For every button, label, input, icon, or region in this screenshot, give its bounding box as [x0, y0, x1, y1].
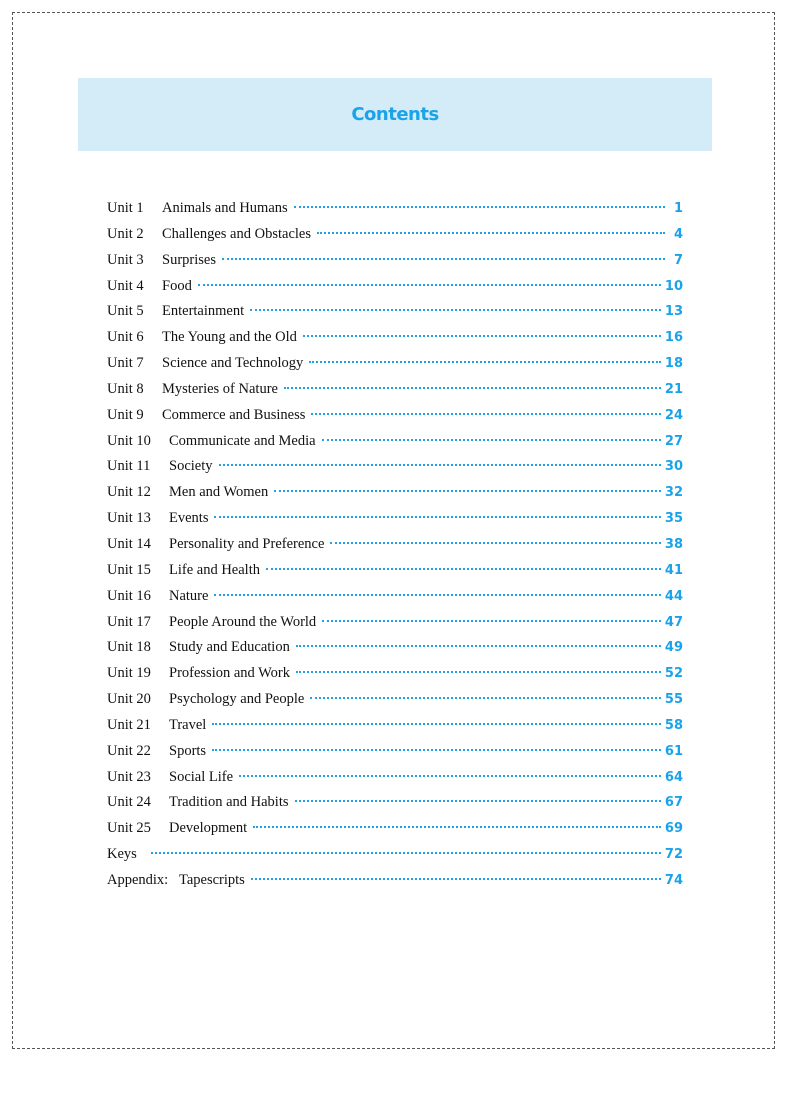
- toc-entry[interactable]: [107, 510, 683, 536]
- toc-entry-title: Psychology and People: [169, 691, 305, 708]
- toc-page-number: 30: [664, 459, 683, 475]
- toc-leader-dots: [303, 335, 661, 337]
- toc-page-number: 72: [664, 847, 683, 863]
- toc-entry[interactable]: [107, 614, 683, 640]
- toc-entry[interactable]: [107, 665, 683, 691]
- toc-leader-dots: [296, 671, 661, 673]
- toc-page-number: 32: [664, 485, 683, 501]
- toc-page-number: 69: [664, 821, 683, 837]
- toc-entry[interactable]: [107, 820, 683, 846]
- toc-leader-dots: [212, 723, 661, 725]
- toc-leader-dots: [214, 594, 660, 596]
- toc-entry[interactable]: [107, 484, 683, 510]
- toc-leader-dots: [151, 852, 661, 854]
- toc-unit-label: Unit 16: [107, 587, 151, 604]
- toc-unit-label: Unit 7: [107, 355, 144, 372]
- toc-page-number: 47: [664, 614, 683, 630]
- toc-unit-label: Unit 9: [107, 406, 144, 423]
- toc-unit-label: Unit 17: [107, 613, 151, 630]
- toc-page-number: 24: [664, 407, 683, 423]
- toc-entry[interactable]: [107, 407, 683, 433]
- toc-unit-label: Unit 12: [107, 484, 151, 501]
- toc-leader-dots: [274, 490, 661, 492]
- toc-entry[interactable]: [107, 226, 683, 252]
- toc-entry-title: Challenges and Obstacles: [162, 225, 311, 242]
- toc-page-number: 1: [673, 201, 683, 216]
- toc-entry[interactable]: [107, 769, 683, 795]
- toc-entry-title: Life and Health: [169, 561, 260, 578]
- toc-entry-title: Tradition and Habits: [169, 794, 289, 811]
- toc-entry[interactable]: [107, 846, 683, 872]
- toc-unit-label: Unit 20: [107, 691, 151, 708]
- toc-unit-label: Unit 15: [107, 561, 151, 578]
- toc-leader-dots: [317, 232, 665, 234]
- toc-entry[interactable]: [107, 536, 683, 562]
- toc-page-number: 13: [664, 304, 683, 320]
- toc-page-number: 67: [664, 795, 683, 811]
- toc-page-number: 74: [664, 872, 683, 888]
- toc-unit-label: Appendix:: [107, 871, 169, 888]
- toc-entry-title: Tapescripts: [179, 871, 245, 888]
- toc-entry-title: Entertainment: [162, 303, 245, 320]
- toc-entry-title: Animals and Humans: [162, 200, 288, 216]
- toc-entry[interactable]: [107, 252, 683, 278]
- toc-unit-label: Unit 23: [107, 768, 151, 785]
- toc-page-number: 21: [664, 381, 683, 397]
- toc-page-number: 61: [664, 743, 683, 759]
- toc-unit-label: Unit 18: [107, 639, 151, 656]
- toc-unit-label: Keys: [107, 846, 137, 863]
- toc-leader-dots: [239, 775, 661, 777]
- toc-page-number: 58: [664, 717, 683, 733]
- toc-unit-label: Unit 3: [107, 251, 144, 268]
- toc-unit-label: Unit 2: [107, 225, 144, 242]
- toc-unit-label: Unit 13: [107, 510, 151, 527]
- toc-entry-title: Society: [169, 458, 213, 475]
- toc-page-number: 10: [664, 278, 683, 294]
- toc-entry-title: Nature: [169, 587, 209, 604]
- toc-leader-dots: [294, 206, 665, 208]
- toc-entry-title: The Young and the Old: [162, 329, 297, 346]
- toc-unit-label: Unit 24: [107, 794, 151, 811]
- page-title: Contents: [351, 104, 439, 125]
- toc-entry-title: Food: [162, 277, 192, 294]
- toc-entry-title: Social Life: [169, 768, 234, 785]
- toc-page-number: 41: [664, 562, 683, 578]
- toc-entry-title: Development: [169, 820, 248, 837]
- toc-page-number: 18: [664, 356, 683, 372]
- table-of-contents: [107, 200, 683, 898]
- toc-entry[interactable]: [107, 329, 683, 355]
- toc-page-number: 44: [664, 588, 683, 604]
- toc-unit-label: Unit 11: [107, 458, 151, 475]
- toc-entry-title: Sports: [169, 742, 207, 759]
- toc-entry[interactable]: [107, 872, 683, 898]
- toc-entry[interactable]: [107, 303, 683, 329]
- contents-banner: [78, 78, 712, 151]
- toc-page-number: 38: [664, 536, 683, 552]
- toc-entry[interactable]: [107, 588, 683, 614]
- toc-leader-dots: [295, 800, 661, 802]
- toc-leader-dots: [253, 826, 661, 828]
- toc-entry-title: Commerce and Business: [162, 406, 306, 423]
- toc-page-number: 16: [664, 330, 683, 346]
- toc-leader-dots: [296, 645, 661, 647]
- toc-unit-label: Unit 4: [107, 277, 144, 294]
- toc-entry[interactable]: [107, 794, 683, 820]
- toc-entry[interactable]: [107, 717, 683, 743]
- toc-entry-title: Profession and Work: [169, 665, 290, 682]
- toc-entry[interactable]: [107, 562, 683, 588]
- toc-leader-dots: [219, 464, 661, 466]
- toc-leader-dots: [212, 749, 661, 751]
- toc-leader-dots: [322, 439, 661, 441]
- toc-page-number: 4: [673, 226, 683, 242]
- toc-unit-label: Unit 19: [107, 665, 151, 682]
- toc-leader-dots: [250, 309, 661, 311]
- toc-unit-label: Unit 5: [107, 303, 144, 320]
- toc-entry[interactable]: [107, 691, 683, 717]
- toc-leader-dots: [310, 697, 661, 699]
- toc-leader-dots: [222, 258, 665, 260]
- toc-entry-title: Men and Women: [169, 484, 269, 501]
- toc-leader-dots: [309, 361, 661, 363]
- toc-unit-label: Unit 1: [107, 200, 144, 216]
- toc-entry-title: People Around the World: [169, 613, 317, 630]
- toc-page-number: 35: [664, 511, 683, 527]
- toc-page-number: 27: [664, 433, 683, 449]
- toc-leader-dots: [198, 284, 661, 286]
- toc-page-number: 64: [664, 769, 683, 785]
- toc-leader-dots: [322, 620, 661, 622]
- toc-entry[interactable]: [107, 639, 683, 665]
- toc-entry-title: Travel: [169, 716, 207, 733]
- toc-unit-label: Unit 14: [107, 535, 151, 552]
- toc-entry[interactable]: [107, 433, 683, 459]
- toc-leader-dots: [251, 878, 661, 880]
- toc-entry[interactable]: [107, 743, 683, 769]
- toc-page-number: 7: [673, 252, 683, 268]
- toc-page-number: 55: [664, 692, 683, 708]
- toc-entry-title: Events: [169, 510, 209, 527]
- toc-page-number: 49: [664, 640, 683, 656]
- toc-leader-dots: [311, 413, 661, 415]
- toc-entry[interactable]: [107, 200, 683, 226]
- toc-unit-label: Unit 8: [107, 380, 144, 397]
- toc-entry[interactable]: [107, 355, 683, 381]
- toc-entry[interactable]: [107, 381, 683, 407]
- toc-entry-title: Mysteries of Nature: [162, 380, 278, 397]
- toc-unit-label: Unit 10: [107, 432, 151, 449]
- toc-page-number: 52: [664, 666, 683, 682]
- toc-leader-dots: [284, 387, 661, 389]
- toc-unit-label: Unit 21: [107, 716, 151, 733]
- toc-leader-dots: [266, 568, 661, 570]
- toc-leader-dots: [330, 542, 660, 544]
- toc-unit-label: Unit 22: [107, 742, 151, 759]
- toc-leader-dots: [214, 516, 660, 518]
- toc-entry-title: Science and Technology: [162, 355, 304, 372]
- toc-unit-label: Unit 6: [107, 329, 144, 346]
- toc-entry-title: Study and Education: [169, 639, 290, 656]
- toc-entry-title: Personality and Preference: [169, 535, 325, 552]
- toc-entry[interactable]: [107, 278, 683, 304]
- toc-entry[interactable]: [107, 458, 683, 484]
- toc-entry-title: Communicate and Media: [169, 432, 316, 449]
- toc-unit-label: Unit 25: [107, 820, 151, 837]
- toc-entry-title: Surprises: [162, 251, 216, 268]
